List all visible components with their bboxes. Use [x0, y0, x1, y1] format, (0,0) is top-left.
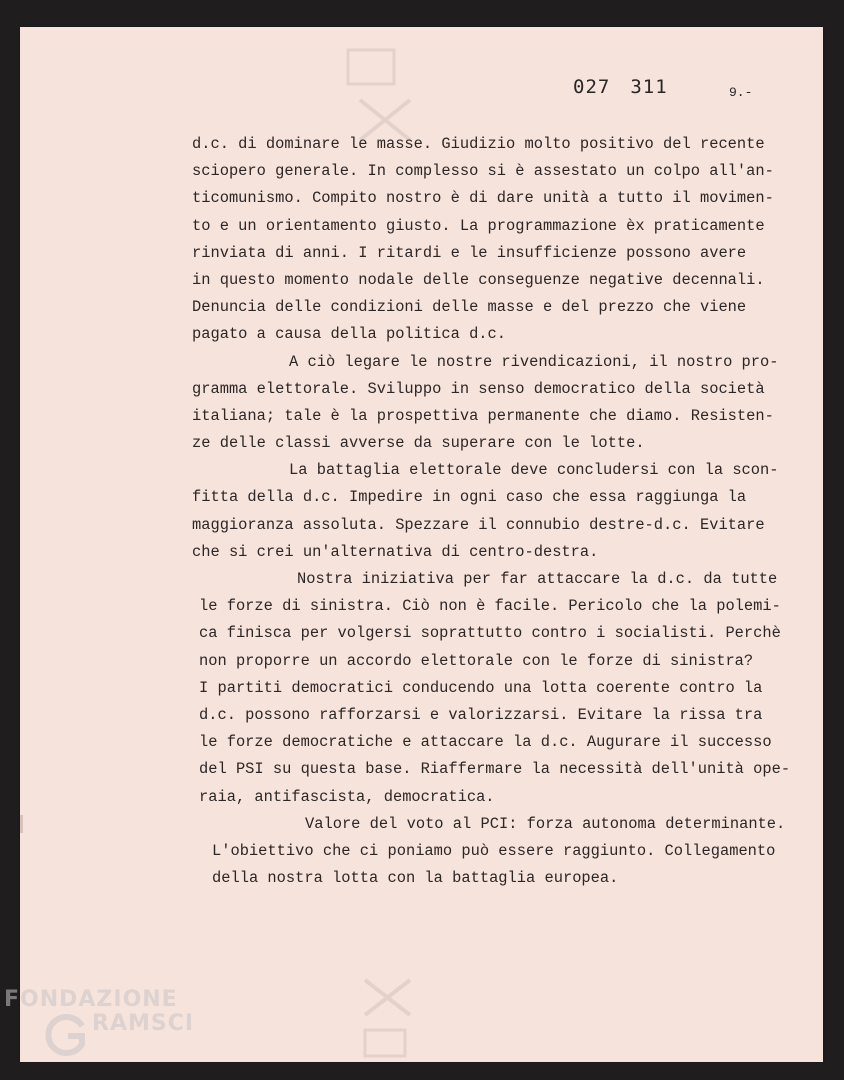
text-line: del PSI su questa base. Riaffermare la necessità dell'unità ope-	[199, 760, 791, 779]
text-line: ticomunismo. Compito nostro è di dare unità a tutto il movimen-	[192, 189, 774, 208]
text-line: maggioranza assoluta. Spezzare il connubio destre-d.c. Evitare	[192, 515, 765, 534]
text-line: La battaglia elettorale deve concludersi con la scon-	[289, 461, 779, 480]
text-line: ze delle classi avverse da superare con le lotte.	[192, 434, 645, 453]
typewritten-text	[192, 131, 832, 892]
watermark-line-1: FONDAZIONE	[4, 987, 178, 1012]
text-line: raia, antifascista, democratica.	[199, 787, 495, 806]
text-line: d.c. possono rafforzarsi e valorizzarsi. Evitare la rissa tra	[199, 705, 763, 724]
text-line: della nostra lotta con la battaglia europea.	[212, 869, 619, 888]
archive-number-second: 311	[630, 76, 668, 98]
ghost-stamp-bottom	[350, 960, 440, 1070]
text-line: d.c. di dominare le masse. Giudizio molto positivo del recente	[192, 135, 765, 153]
text-line: to e un orientamento giusto. La programmazione èx praticamente	[192, 216, 765, 235]
text-line: italiana; tale è la prospettiva permanente che diamo. Resisten-	[192, 406, 774, 425]
text-line: ca finisca per volgersi soprattutto contro i socialisti. Perchè	[199, 624, 781, 643]
fondazione-gramsci-watermark	[4, 988, 194, 1036]
text-line: le forze di sinistra. Ciò non è facile. Pericolo che la polemi-	[199, 597, 781, 616]
text-line: rinviata di anni. I ritardi e le insufficienze possono avere	[192, 243, 747, 262]
text-line: non proporre un accordo elettorale con le forze di sinistra?	[199, 651, 754, 670]
archive-number-main: 027	[573, 76, 611, 98]
text-line: fitta della d.c. Impedire in ogni caso che essa raggiunga la	[192, 488, 747, 507]
text-line: gramma elettorale. Sviluppo in senso democratico della società	[192, 379, 765, 398]
watermark-line-2: RAMSCI	[92, 1011, 195, 1036]
text-line: Denuncia delle condizioni delle masse e del prezzo che viene	[192, 298, 747, 317]
text-line: che si crei un'alternativa di centro-destra.	[192, 542, 599, 561]
text-line: I partiti democratici conducendo una lotta coerente contro la	[199, 678, 763, 697]
page-number: 9.-	[729, 85, 753, 100]
page-edge-mark	[20, 815, 23, 833]
text-line: Valore del voto al PCI: forza autonoma determinante.	[305, 814, 786, 833]
text-line: in questo momento nodale delle conseguenze negative decennali.	[192, 270, 765, 289]
archive-number	[573, 76, 668, 98]
text-line: sciopero generale. In complesso si è assestato un colpo all'an-	[192, 162, 774, 181]
gramsci-logo-icon	[42, 1012, 88, 1058]
text-line: le forze democratiche e attaccare la d.c. Augurare il successo	[199, 733, 772, 752]
text-line: pagato a causa della politica d.c.	[192, 325, 507, 344]
text-line: A ciò legare le nostre rivendicazioni, il nostro pro-	[289, 352, 779, 371]
text-line: L'obiettivo che ci poniamo può essere raggiunto. Collegamento	[212, 841, 776, 860]
text-line: Nostra iniziativa per far attaccare la d.c. da tutte	[297, 570, 778, 588]
